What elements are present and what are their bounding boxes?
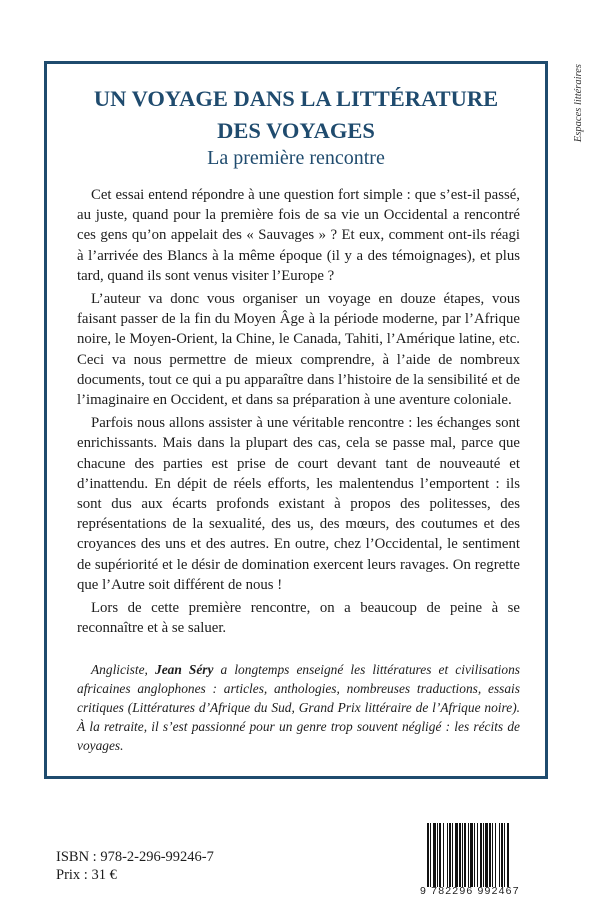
blurb-paragraph: Lors de cette première rencontre, on a beaucoup de peine à se reconnaître et à se saluer. [77,600,520,637]
blurb [77,185,520,641]
series-name: Espaces littéraires [573,64,584,143]
book-title [47,83,545,147]
isbn: ISBN : 978-2-296-99246-7 [56,849,214,865]
barcode-number: 9 782296 992467 [420,885,520,897]
blurb-paragraph: Parfois nous allons assister à une véritable rencontre : les échanges sont enrichissants. Mais dans la plupart des cas, cela se passe mal, parce que chacune des parties est prise de court devant tant de nouveauté et d’inattendu. En dépit de réels efforts, les malentendus l’emportent : ils sont dus aux écarts profonds existant à propos des politesses, des représentations de la sexualité, des us, des mœurs, des coutumes et des croyances des uns et des autres. En outre, chez l’Occidental, le sentiment de supériorité et le désir de domination exercent leurs ravages. On regrette que l’Autre soit différent de nous ! [77,415,520,593]
bio-text: a longtemps enseigné les littératures et civilisations africaines anglophones : articles, anthologies, nombreuses traductions, essais critiques (Littératures d’Afrique du Sud, Grand Prix littéraire de l’Afrique noire). À la retraite, il s’est passionné pour un genre trop souvent négligé : les récits de voyages. [77,662,520,753]
isbn-block [56,848,214,884]
price: Prix : 31 € [56,867,117,883]
blurb-paragraph: Cet essai entend répondre à une question fort simple : que s’est-il passé, au juste, quand pour la première fois de sa vie un Occidental a rencontré ces gens qu’on appelait des « Sauvages » ? Et eux, comment ont-ils réagi à l’arrivée des Blancs à la même époque (il y a des témoignages), et plus tard, quand ils sont venus visiter l’Europe ? [77,187,520,284]
title-line-2: DES VOYAGES [217,118,375,143]
author-bio [77,660,520,755]
author-name: Jean Séry [155,662,214,677]
book-subtitle: La première rencontre [207,147,385,169]
title-line-1: UN VOYAGE DANS LA LITTÉRATURE [93,86,499,111]
bio-prefix: Angliciste, [91,662,155,677]
blurb-paragraph: L’auteur va donc vous organiser un voyage en douze étapes, vous faisant passer de la fin du Moyen Âge à la période moderne, par l’Afrique noire, le Moyen-Orient, la Chine, le Canada, Tahiti, l’Amérique latine, etc. Ceci va nous permettre de mieux comprendre, à l’aide de nombreux documents, tout ce qui a pu apparaître dans l’histoire de la sensibilité et de l’imaginaire en Occident, et dans sa préparation à une aventure coloniale. [77,291,520,409]
barcode-graphic [427,823,533,887]
